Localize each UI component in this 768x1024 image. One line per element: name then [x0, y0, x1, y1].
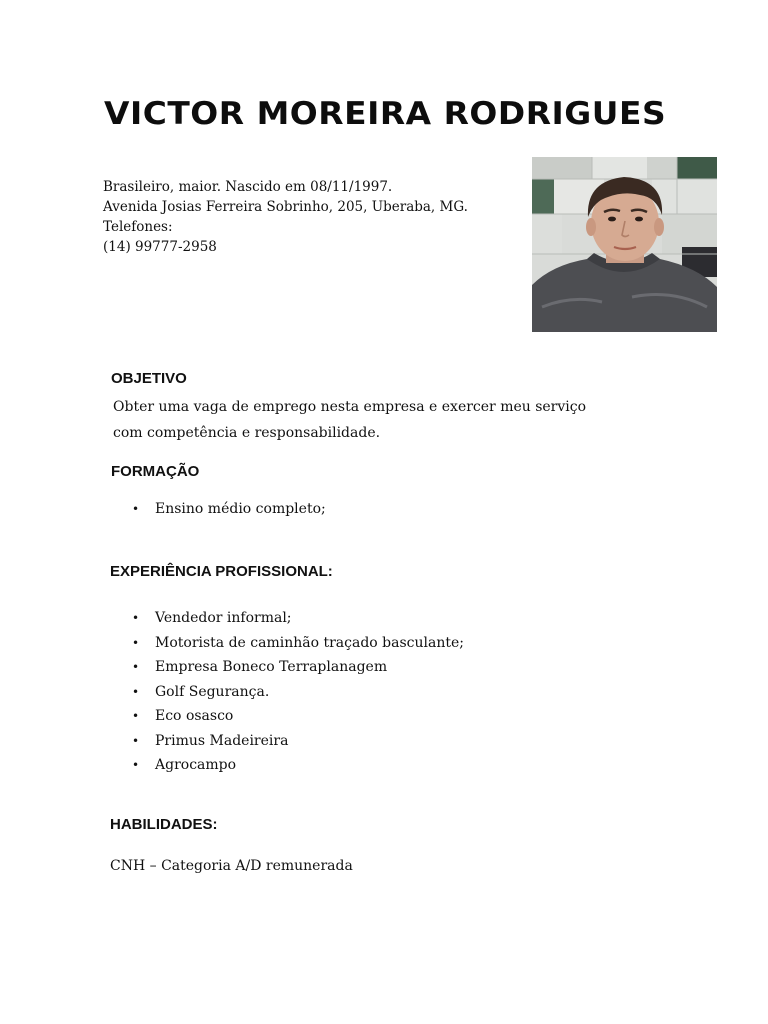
list-item: • Vendedor informal;	[132, 606, 464, 631]
list-item: • Primus Madeireira	[132, 729, 464, 754]
skills-heading: HABILIDADES:	[110, 816, 218, 833]
list-item: • Agrocampo	[132, 753, 464, 778]
education-list	[132, 497, 326, 522]
objective-line: com competência e responsabilidade.	[113, 425, 381, 441]
address-line: Avenida Josias Ferreira Sobrinho, 205, Uberaba, MG.	[103, 199, 468, 215]
list-item: • Eco osasco	[132, 704, 464, 729]
candidate-name: VICTOR MOREIRA RODRIGUES	[104, 96, 667, 132]
contact-info	[103, 177, 468, 257]
phones-label: Telefones:	[103, 219, 173, 235]
education-heading: FORMAÇÃO	[111, 463, 200, 480]
list-item: • Motorista de caminhão traçado basculante;	[132, 631, 464, 656]
list-item: • Golf Segurança.	[132, 680, 464, 705]
objective-line: Obter uma vaga de emprego nesta empresa e exercer meu serviço	[113, 399, 587, 415]
skills-text: CNH – Categoria A/D remunerada	[110, 858, 353, 874]
objective-text	[113, 394, 586, 446]
list-item: • Empresa Boneco Terraplanagem	[132, 655, 464, 680]
phone-number: (14) 99777-2958	[103, 239, 217, 255]
personal-info-line: Brasileiro, maior. Nascido em 08/11/1997.	[103, 179, 393, 195]
objective-heading: OBJETIVO	[111, 370, 187, 387]
experience-heading: EXPERIÊNCIA PROFISSIONAL:	[110, 563, 333, 580]
experience-list	[132, 606, 464, 778]
profile-photo	[532, 157, 717, 332]
list-item: • Ensino médio completo;	[132, 497, 326, 522]
